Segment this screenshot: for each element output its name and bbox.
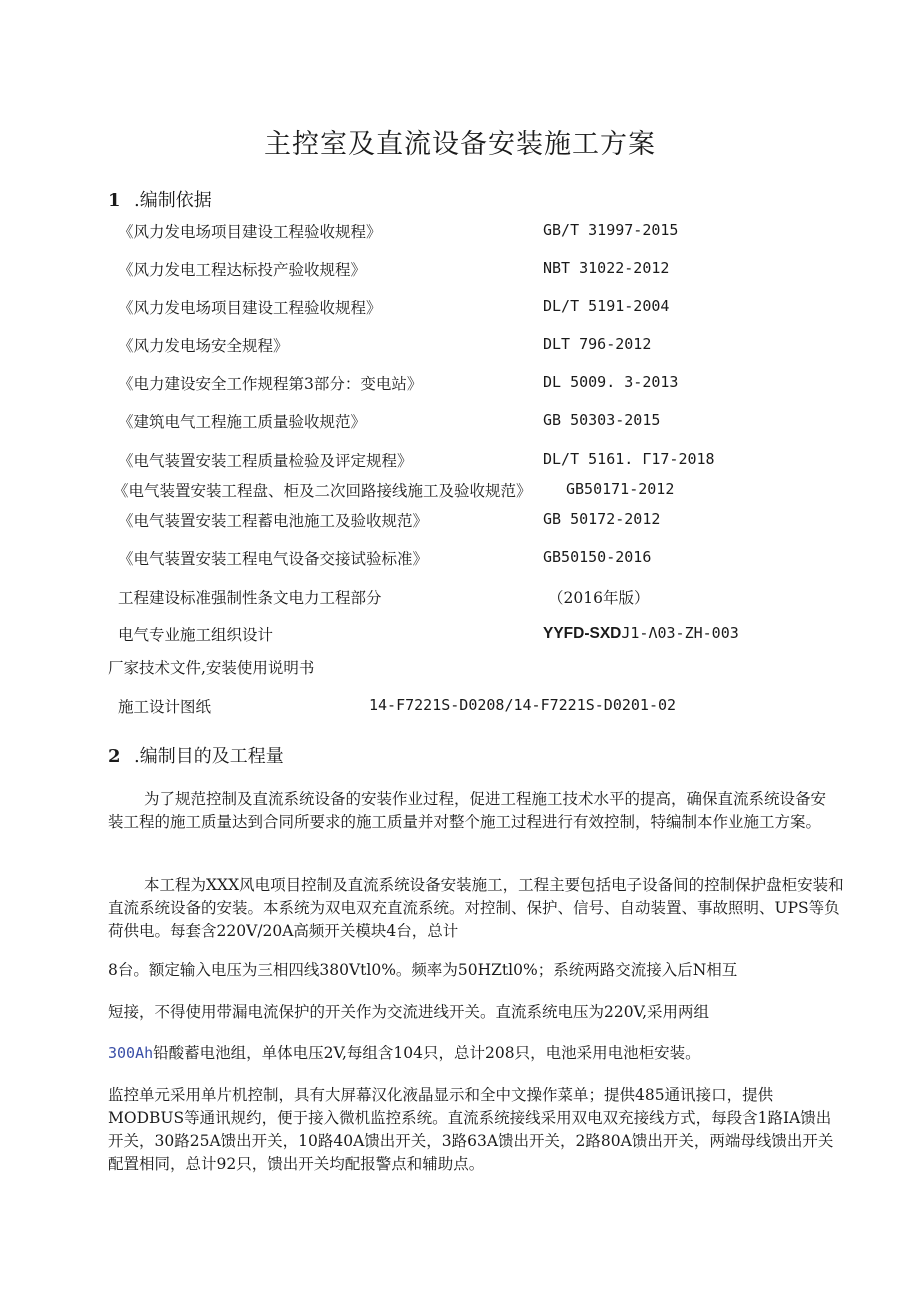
reference-code-bold: YYFD-SXD <box>543 625 622 642</box>
reference-code: GB/T 31997-2015 <box>543 221 679 239</box>
section-1-title: .编制依据 <box>134 190 212 211</box>
reference-code: GB 50303-2015 <box>543 411 661 429</box>
reference-code: DL/T 5191-2004 <box>543 297 670 315</box>
reference-name: 《建筑电气工程施工质量验收规范》 <box>118 413 367 431</box>
reference-name: 《电气装置安装工程质量检验及评定规程》 <box>118 452 413 470</box>
page-title: 主控室及直流设备安装施工方案 <box>264 129 656 160</box>
reference-name: 《风力发电工程达标投产验收规程》 <box>118 261 367 279</box>
reference-name: 《电气装置安装工程蓄电池施工及验收规范》 <box>118 512 429 530</box>
paragraph-line: 短接，不得使用带漏电流保护的开关作为交流进线开关。直流系统电压为220V,采用两组 <box>108 1003 709 1021</box>
section-1-number: 1 <box>108 190 121 211</box>
paragraph: 为了规范控制及直流系统设备的安装作业过程，促进工程施工技术水平的提高，确保直流系统设备安装工程的施工质量达到合同所要求的施工质量并对整个施工过程进行有效控制，特编制本作业施工方案。 <box>108 790 827 831</box>
reference-code: NBT 31022-2012 <box>543 259 670 277</box>
paragraph-line: 8台。额定输入电压为三相四线380Vtl0%。频率为50HZtl0%；系统两路交流接入后N相互 <box>108 961 738 979</box>
reference-code: GB 50172-2012 <box>543 510 661 528</box>
reference-name: 电气专业施工组织设计 <box>118 626 274 644</box>
paragraph-line-rest: 铅酸蓄电池组，单体电压2V,每组含104只，总计208只，电池采用电池柜安装。 <box>153 1044 701 1062</box>
paragraph: 本工程为XXX风电项目控制及直流系统设备安装施工，工程主要包括电子设备间的控制保护盘柜安装和直流系统设备的安装。本系统为双电双充直流系统。对控制、保护、信号、自动装置、事故照明、UPS等负荷供电。每套含220V/20A高频开关模块4台，总计 <box>108 876 844 940</box>
reference-name: 《电气装置安装工程盘、柜及二次回路接线施工及验收规范》 <box>113 482 532 500</box>
reference-code: DL 5009. 3-2013 <box>543 373 679 391</box>
reference-name: 工程建设标准强制性条文电力工程部分 <box>118 589 382 607</box>
reference-code: GB50171-2012 <box>566 480 675 498</box>
reference-name: 《风力发电场项目建设工程验收规程》 <box>118 299 382 317</box>
section-2-number: 2 <box>108 746 121 767</box>
reference-code <box>543 624 739 643</box>
reference-name: 厂家技术文件,安装使用说明书 <box>108 659 315 677</box>
reference-code: （2016年版） <box>548 589 650 607</box>
reference-code: GB50150-2016 <box>543 548 652 566</box>
reference-name: 施工设计图纸 <box>118 698 212 716</box>
paragraph-line <box>108 1042 701 1065</box>
section-2-heading <box>108 742 284 768</box>
section-1-heading <box>108 186 212 212</box>
reference-code: DLT 796-2012 <box>543 335 652 353</box>
reference-code: 14-F7221S-D0208/14-F7221S-D0201-02 <box>369 696 677 714</box>
reference-name: 《电力建设安全工作规程第3部分：变电站》 <box>118 375 423 393</box>
section-2-title: .编制目的及工程量 <box>134 746 284 767</box>
reference-code: DL/T 5161. Γ17-2018 <box>543 450 715 468</box>
paragraph: 监控单元采用单片机控制，具有大屏幕汉化液晶显示和全中文操作菜单；提供485通讯接口，提供MODBUS等通讯规约，便于接入微机监控系统。直流系统接线采用双电双充接线方式，每段含1路IA馈出开关，30路25A馈出开关，10路40A馈出开关，3路63A馈出开关，2路80A馈出开关，两端母线馈出开关配置相同，总计92只，馈出开关均配报警点和辅助点。 <box>108 1086 834 1173</box>
reference-name: 《风力发电场安全规程》 <box>118 337 289 355</box>
reference-name: 《电气装置安装工程电气设备交接试验标准》 <box>118 550 429 568</box>
reference-code-rest: J1-Λ03-ZH-003 <box>621 624 739 642</box>
reference-name: 《风力发电场项目建设工程验收规程》 <box>118 223 382 241</box>
battery-capacity: 300Ah <box>108 1044 154 1062</box>
